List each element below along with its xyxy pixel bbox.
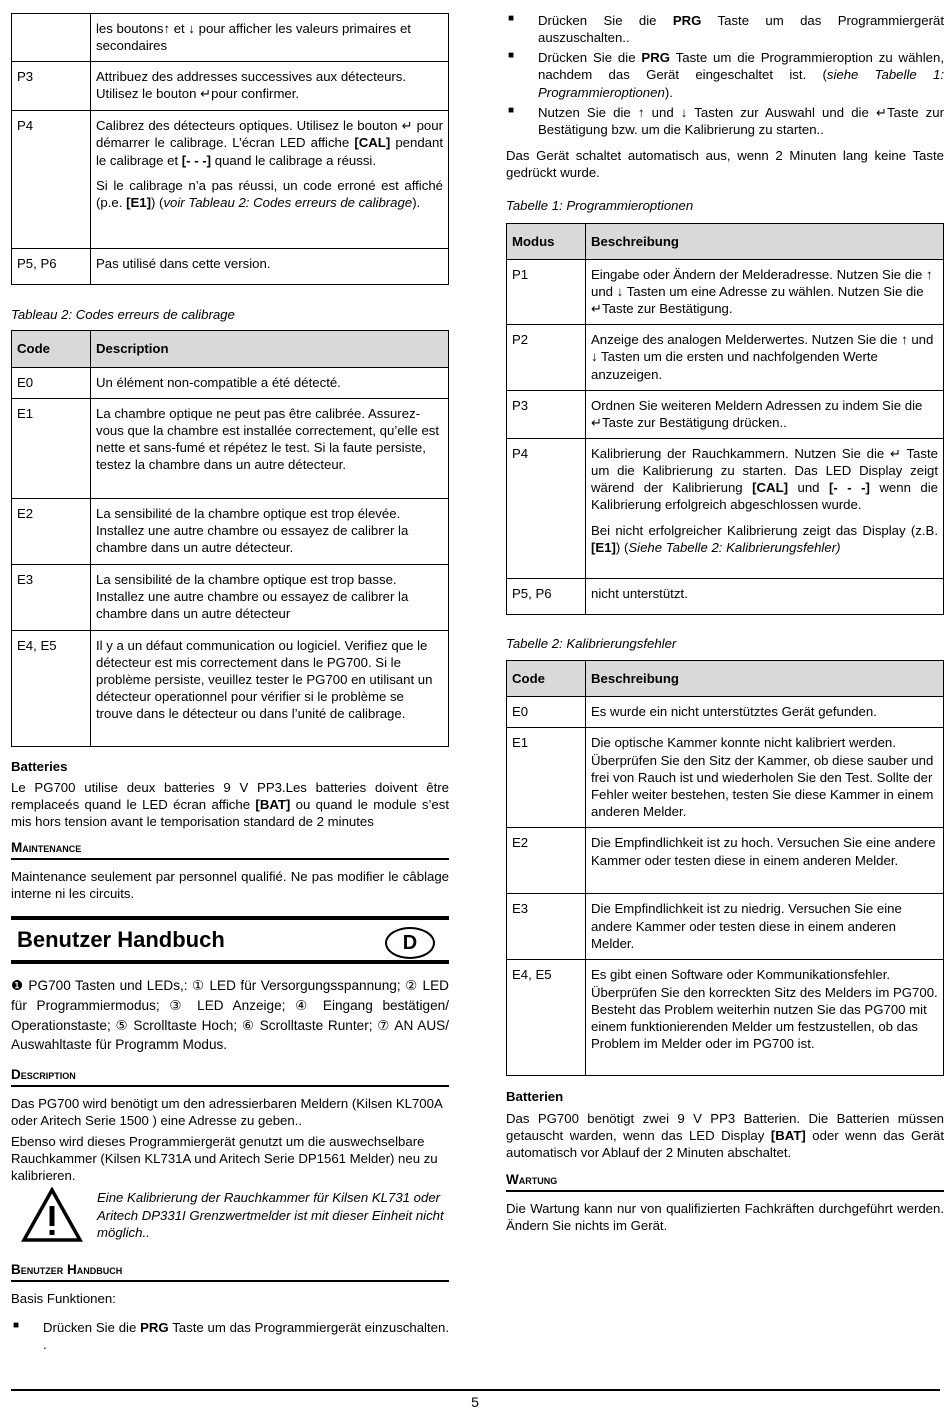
- table-cell-desc: Ordnen Sie weiteren Meldern Adressen zu indem Sie die ↵Taste zur Bestätigung drücken..: [586, 390, 944, 438]
- table-cell-code: P5, P6: [507, 578, 586, 614]
- square-bullet-icon: ■: [508, 50, 515, 62]
- de-bullet-list-right: [506, 12, 944, 138]
- fr-options-table: [11, 13, 449, 285]
- de-auto-off-text: Das Gerät schaltet automatisch aus, wenn 2 Minuten lang keine Taste gedrückt wurde.: [506, 148, 944, 181]
- table-cell-code: [12, 14, 91, 62]
- table-header-code: Modus: [507, 223, 586, 259]
- table-row: [12, 398, 449, 498]
- table-cell-desc: nicht unterstützt.: [586, 578, 944, 614]
- fr-error-table: [11, 330, 449, 746]
- table-row: [12, 14, 449, 62]
- table-header-row: [12, 331, 449, 367]
- table-row: [12, 564, 449, 630]
- table-cell-code: E0: [507, 697, 586, 728]
- de-batteries-text: Das PG700 benötigt zwei 9 V PP3 Batterien. Die Batterien müssen getauscht warden, wenn das LED Display [BAT] oder wenn das Gerät automatisch vor Ablauf der 2 Minuten abschaltet.: [506, 1110, 944, 1160]
- list-item: ■ Drücken Sie die PRG Taste um das Programmiergerät auszuschalten..: [508, 13, 944, 46]
- fr-batteries-heading: Batteries: [11, 758, 68, 774]
- german-section-title: Benutzer Handbuch: [17, 927, 225, 953]
- table-cell-desc: Pas utilisé dans cette version.: [91, 249, 449, 285]
- warning-note: [11, 1189, 449, 1247]
- fr-table2-caption: Tableau 2: Codes erreurs de calibrage: [11, 307, 235, 323]
- square-bullet-icon: ■: [508, 13, 515, 24]
- table-cell-code: P4: [507, 438, 586, 578]
- table-cell-code: E4, E5: [12, 630, 91, 746]
- table-row: [507, 578, 944, 614]
- table-cell-code: E3: [12, 564, 91, 630]
- table-row: [507, 894, 944, 960]
- fr-batteries-text: Le PG700 utilise deux batteries 9 V PP3.Les batteries doivent être remplaceés quand le LED écran affiche [BAT] ou quand le module s’est mis hors tension avant le temporisation standard de 2 minutes: [11, 779, 450, 830]
- calibration-text: Calibrez des détecteurs optiques. Utilisez le bouton ↵ pour démarrer le calibrage. L’écran LED affiche [CAL] pendant le calibrage et [- - -] quand le calibrage a réussi.: [96, 118, 444, 168]
- table-cell-code: P5, P6: [12, 249, 91, 285]
- left-column: [11, 0, 449, 1353]
- table-row: [507, 697, 944, 728]
- table-cell-code: E0: [12, 367, 91, 398]
- table-cell-desc: La sensibilité de la chambre optique est trop élevée. Installez une autre chambre ou essayez de calibrer la chambre dans un autre détecteur.: [91, 498, 449, 564]
- table-row: [12, 249, 449, 285]
- table-cell-code: E1: [12, 398, 91, 498]
- table-row: [12, 498, 449, 564]
- table-header-code: Code: [12, 331, 91, 367]
- table-header-desc: Beschreibung: [586, 661, 944, 697]
- right-column: [506, 0, 944, 1234]
- warning-text: Eine Kalibrierung der Rauchkammer für Kilsen KL731 oder Aritech DP331I Grenzwertmelder ist mit dieser Einheit nicht möglich..: [97, 1190, 444, 1240]
- table-cell-desc: les boutons↑ et ↓ pour afficher les valeurs primaires et secondaires: [91, 14, 449, 62]
- table-cell-code: P4: [12, 111, 91, 249]
- de-batteries-heading: Batterien: [506, 1089, 564, 1105]
- table-cell-code: P2: [507, 325, 586, 390]
- table-cell-desc: Un élément non-compatible a été détecté.: [91, 367, 449, 398]
- table-cell-code: E3: [507, 894, 586, 960]
- table-cell-desc: Die optische Kammer konnte nicht kalibriert werden. Überprüfen Sie den Sitz der Kammer, ob diese sauber und frei von Rauch ist und wiederholen Sie den Test. Sollte der Fehler weiter bestehen, testen Sie diese Kammer in einem anderen Melder.: [586, 728, 944, 828]
- list-item: ■ Drücken Sie die PRG Taste um die Programmieroption zu wählen, nachdem das Gerät eingeschaltet ist. (siehe Tabelle 1: Programmieroptionen).: [508, 50, 945, 100]
- table-cell-code: E1: [507, 728, 586, 828]
- table-row: [507, 259, 944, 324]
- table-cell-desc: [586, 438, 944, 578]
- table-row: [507, 325, 944, 390]
- table-row: [507, 728, 944, 828]
- de-table2-caption: Tabelle 2: Kalibrierungsfehler: [506, 635, 677, 651]
- de-description-p1: Das PG700 wird benötigt um den adressierbaren Meldern (Kilsen KL700A oder Aritech Serie 1500 ) eine Adresse zu geben..: [11, 1095, 443, 1128]
- language-badge: D: [385, 927, 435, 959]
- table-cell-desc: Es gibt einen Software oder Kommunikationsfehler. Überprüfen Sie den korreckten Sitz des Melders im PG700. Besteht das Problem weiterhin nutzen Sie das PG700 mit einem funktionierenden Melder um festzustellen, ob das Problem im Melder oder im PG700 ist.: [586, 960, 944, 1076]
- table-cell-desc: [91, 111, 449, 249]
- table-cell-desc: Es wurde ein nicht unterstütztes Gerät gefunden.: [586, 697, 944, 728]
- square-bullet-icon: ■: [13, 1320, 20, 1332]
- de-wartung-heading: Wartung: [506, 1171, 944, 1192]
- de-basics-label: Basis Funktionen:: [11, 1290, 116, 1306]
- de-manual-heading: Benutzer Handbuch: [11, 1261, 449, 1282]
- table-row: [12, 367, 449, 398]
- table-row: [12, 111, 449, 249]
- de-intro-text: ❶ PG700 Tasten und LEDs,: ① LED für Versorgungsspannung; ② LED für Programmiermodus; ③ LED Anzeige; ④ Eingang bestätigen/ Operationstaste; ⑤ Scrolltaste Hoch; ⑥ Scrolltaste Runter; ⑦ AN AUS/ Auswahltaste für Programm Modus.: [11, 978, 449, 1053]
- de-wartung-text: Die Wartung kann nur von qualifizierten Fachkräften durchgeführt werden. Ändern Sie nichts im Gerät.: [506, 1200, 944, 1233]
- table-row: [12, 630, 449, 746]
- calibration-error-text: Si le calibrage n’a pas réussi, un code erroné est affiché (p.e. [E1]) (voir Tableau 2: Codes erreurs de calibrage).: [96, 177, 443, 210]
- table-cell-code: E2: [507, 828, 586, 894]
- table-cell-code: P3: [507, 390, 586, 438]
- table-cell-desc: La sensibilité de la chambre optique est trop basse. Installez une autre chambre ou essayez de calibrer la chambre dans un autre détecteur: [91, 564, 449, 630]
- footer-divider: [11, 1389, 940, 1391]
- table-header-row: [507, 661, 944, 697]
- de-bullet-list-left: [11, 1319, 449, 1353]
- table-cell-desc: Il y a un défaut communication ou logiciel. Verifiez que le détecteur est mis correctement dans le PG700. Si le problème persiste, veuillez tester le PG700 en utilisant un détecteur operationnel pour vérifier si le problème se trouve dans le détecteur ou dans l’unité de calibrage.: [91, 630, 449, 746]
- table-cell-code: E4, E5: [507, 960, 586, 1076]
- table-row: [507, 390, 944, 438]
- fr-maintenance-heading: Maintenance: [11, 839, 449, 860]
- table-cell-desc: La chambre optique ne peut pas être calibrée. Assurez-vous que la chambre est installée correctement, qu’elle est nette et sans-fumé et répétez le test. Si la faute persiste, testez la chambre dans un autre détecteur.: [91, 398, 449, 498]
- table-header-desc: Description: [91, 331, 449, 367]
- table-cell-desc: Die Empfindlichkeit ist zu niedrig. Versuchen Sie eine andere Kammer oder testen diese in einem anderen Melder.: [586, 894, 944, 960]
- de-description-p2: Ebenso wird dieses Programmiergerät genutzt um die auswechselbare Rauchkammer (Kilsen KL731A und Aritech Serie DP1561 Melder) neu zu kalibrieren.: [11, 1133, 438, 1184]
- table-cell-code: P1: [507, 259, 586, 324]
- kalibrierung-text: Kalibrierung der Rauchkammern. Nutzen Sie die ↵ Taste um die Kalibrierung zu starten. Das LED Display zeigt wärend der Kalibrierung [CAL] und [- - -] wenn die Kalibrierung erfolgreich abgeschlossen wurde.: [591, 445, 938, 513]
- table-row: [507, 438, 944, 578]
- table-row: [12, 62, 449, 111]
- table-cell-desc: Attribuez des addresses successives aux détecteurs. Utilisez le bouton ↵pour confirmer.: [91, 62, 449, 111]
- table-cell-code: P3: [12, 62, 91, 111]
- table-row: [507, 960, 944, 1076]
- table-header-code: Code: [507, 661, 586, 697]
- table-cell-code: E2: [12, 498, 91, 564]
- list-item: ■ Nutzen Sie die ↑ und ↓ Tasten zur Auswahl und die ↵Taste zur Bestätigung bzw. um die Kalibrierung zu starten..: [508, 104, 944, 137]
- kalibrierung-fehler-text: Bei nicht erfolgreicher Kalibrierung zeigt das Display (z.B. [E1]) (Siehe Tabelle 2: Kalibrierungsfehler): [591, 522, 938, 555]
- de-description-heading: Description: [11, 1066, 449, 1087]
- number-one-icon: ❶: [11, 978, 24, 994]
- page-number: 5: [471, 1394, 479, 1410]
- list-item: ■ Drücken Sie die PRG Taste um das Programmiergerät einzuschalten. .: [13, 1320, 449, 1353]
- warning-triangle-icon: [21, 1187, 83, 1243]
- table-header-row: [507, 223, 944, 259]
- fr-maintenance-text: Maintenance seulement par personnel qualifié. Ne pas modifier le câblage interne ni les circuits.: [11, 868, 449, 902]
- table-header-desc: Beschreibung: [586, 223, 944, 259]
- square-bullet-icon: ■: [508, 104, 515, 116]
- table-row: [507, 828, 944, 894]
- german-section-header: [11, 916, 449, 964]
- de-options-table: [506, 223, 944, 615]
- de-table1-caption: Tabelle 1: Programmieroptionen: [506, 198, 694, 214]
- de-error-table: [506, 660, 944, 1076]
- table-cell-desc: Eingabe oder Ändern der Melderadresse. Nutzen Sie die ↑ und ↓ Tasten um eine Adresse zu wählen. Nutzen Sie die ↵Taste zur Bestätigung.: [586, 259, 944, 324]
- table-cell-desc: Die Empfindlichkeit ist zu hoch. Versuchen Sie eine andere Kammer oder testen diese in einem anderen Melder.: [586, 828, 944, 894]
- table-cell-desc: Anzeige des analogen Melderwertes. Nutzen Sie die ↑ und ↓ Tasten um die ersten und nachfolgenden Werte anzuzeigen.: [586, 325, 944, 390]
